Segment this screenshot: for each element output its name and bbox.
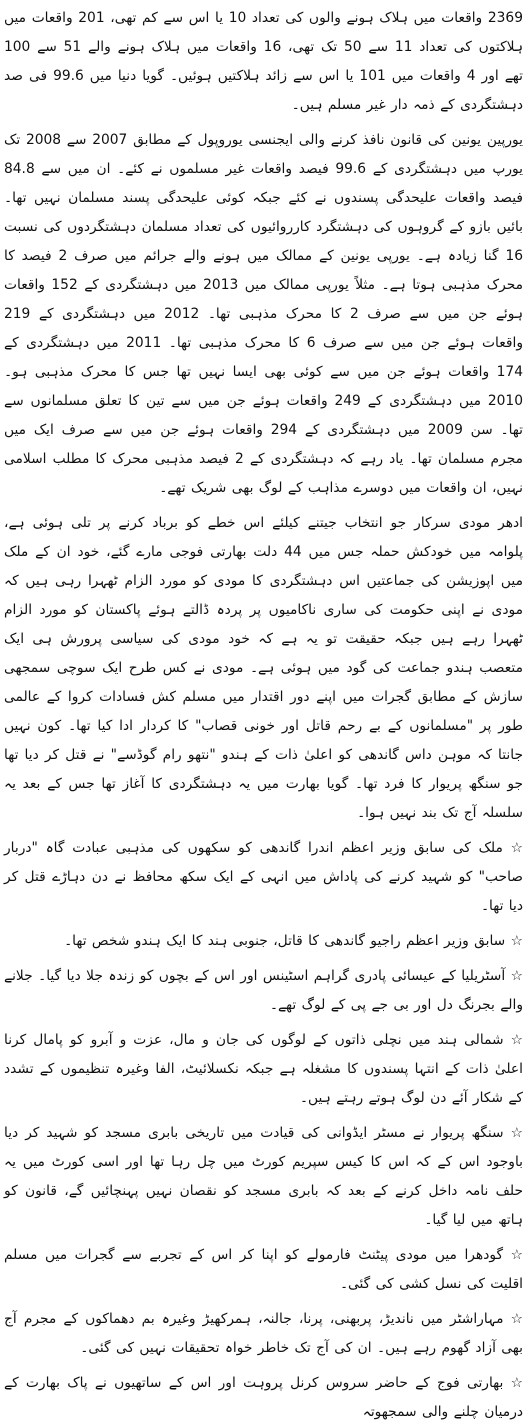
bullet-godhra: ☆ گودھرا میں مودی پیٹنٹ فارمولے کو اپنا کر اس کے تجربے سے گجرات میں مسلم اقلیت کی نسل کشی کی گئی۔	[4, 1247, 523, 1292]
paragraph-europol-report: یورپین یونین کی قانون نافذ کرنے والی ایجنسی یوروپول کے مطابق 2007 سے 2008 تک یورپ میں دہشتگردی کے 99.6 فیصد واقعات غیر مسلموں نے کئے۔ ان میں سے 84.8 فیصد واقعات علیحدگی پسندوں نے کئے جبکہ کوئی علیحدگی پسند مسلمان نہیں تھا۔ بائیں بازو کے گروہوں کی دہشتگرد کارروائیوں کی تعداد مسلمان دہشتگردوں کی نسبت 16 گنا زیادہ ہے۔ یورپی یونین کے ممالک میں ہونے والے جرائم میں صرف 2 فیصد کا محرک مذہبی ہوتا ہے۔ مثلاً یورپی ممالک میں 2013 میں دہشتگردی کے 152 واقعات ہوئے جن میں سے صرف 2 کا محرک مذہبی تھا۔ 2012 میں دہشتگردی کے 219 واقعات ہوئے جن میں سے صرف 6 کا محرک مذہبی تھا۔ 2011 میں دہشتگردی کے 174 واقعات ہوئے جن میں سے کوئی بھی ایسا نہیں تھا جس کا محرک مذہبی ہو۔ 2010 میں دہشتگردی کے 249 واقعات ہوئے جن میں سے تین کا تعلق مسلمانوں سے تھا۔ سن 2009 میں دہشتگردی کے 294 واقعات ہوئے جن میں سے صرف ایک میں مجرم مسلمان تھا۔ یاد رہے کہ دہشتگردی کے 2 فیصد مذہبی محرک کا مطلب اسلامی نہیں، ان واقعات میں دوسرے مذاہب کے لوگ بھی شریک تھے۔	[4, 132, 524, 496]
paragraph-modi-government: ادھر مودی سرکار جو انتخاب جیتنے کیلئے اس خطے کو برباد کرنے پر تلی ہوئی ہے، پلوامہ میں خودکش حملہ جس میں 44 دلت بھارتی فوجی مارے گئے، خود ان کے ملک میں اپوزیشن کی جماعتیں اس دہشتگردی کا مودی کو مورد الزام ٹھہرا رہی ہیں کہ مودی نے اپنی حکومت کی ساری ناکامیوں پر پردہ ڈالتے ہوئے پاکستان کو مورد الزام ٹھہرا رہے ہیں جبکہ حقیقت تو یہ ہے کہ خود مودی کی سیاسی پرورش ہی ایک متعصب ہندو جماعت کی گود میں ہوئی ہے۔ مودی نے کس طرح ایک سوچی سمجھی سازش کے مطابق گجرات میں اپنے دور اقتدار میں مسلم کش فسادات کروا کے عالمی طور پر "مسلمانوں کے بے رحم قاتل اور خونی قصاب" کا کردار ادا کیا تھا۔ کون نہیں جانتا کہ موہن داس گاندھی کو اعلیٰ ذات کے ہندو "نتھو رام گوڈسے" نے قتل کر دیا تھا جو سنگھ پریوار کا فرد تھا۔ گویا بھارت میں یہ دہشتگردی کا آغاز تھا جس کے بعد یہ سلسلہ آج تک بند نہیں ہوا۔	[4, 515, 523, 821]
bullet-colonel-purohit: ☆ بھارتی فوج کے حاضر سروس کرنل پروہت اور اس کے ساتھیوں نے پاک بھارت کے درمیان چلنے والی سمجھوتہ	[4, 1375, 523, 1420]
paragraph-statistics-summary: 2369 واقعات میں ہلاک ہونے والوں کی تعداد 10 یا اس سے کم تھی، 201 واقعات میں ہلاکتوں کی تعداد 11 سے 50 تک تھی، 16 واقعات میں ہلاک ہونے والے 51 سے 100 تھے اور 4 واقعات میں 101 یا اس سے زائد ہلاکتیں ہوئیں۔ گویا دنیا میں 99.6 فی صد دہشتگردی کے ذمہ دار غیر مسلم ہیں۔	[4, 10, 523, 113]
bullet-graham-staines: ☆ آسٹریلیا کے عیسائی پادری گراہم اسٹینس اور اس کے بچوں کو زندہ جلا دیا گیا۔ جلانے والے بجرنگ دل اور بی جے پی کے لوگ تھے۔	[4, 968, 523, 1013]
bullet-indira-gandhi: ☆ ملک کی سابق وزیر اعظم اندرا گاندھی کو سکھوں کی مذہبی عبادت گاہ "دربار صاحب" کو شہید کرنے کی پاداش میں انہی کے ایک سکھ محافظ نے دن دہاڑے قتل کر دیا تھا۔	[4, 840, 523, 914]
bullet-lower-castes: ☆ شمالی ہند میں نچلی ذاتوں کے لوگوں کی جان و مال، عزت و آبرو کو پامال کرنا اعلیٰ ذات کے انتہا پسندوں کا مشغلہ ہے جبکہ نکسلائیٹ، الفا وغیرہ تنظیموں کے تشدد کے شکار آئے دن لوگ ہوتے رہتے ہیں۔	[4, 1032, 523, 1106]
bullet-rajiv-gandhi: ☆ سابق وزیر اعظم راجیو گاندھی کا قاتل، جنوبی ہند کا ایک ہندو شخص تھا۔	[64, 933, 523, 949]
bullet-babri-masjid: ☆ سنگھ پریوار نے مسٹر ایڈوانی کی قیادت میں تاریخی بابری مسجد کو شہید کر دیا باوجود اس کے کہ اس کا کیس سپریم کورٹ میں چل رہا تھا اور اسی کورٹ میں یہ حلف نامہ داخل کرنے کے بعد کہ بابری مسجد کو نقصان نہیں پہنچائیں گے، قانون کو ہاتھ میں لیا گیا۔	[4, 1125, 523, 1228]
bullet-maharashtra-blasts: ☆ مہاراشٹر میں ناندیڑ، پربھنی، پرنا، جالنہ، ہمرکھیڑ وغیرہ بم دھماکوں کے مجرم آج بھی آزاد گھوم رہے ہیں۔ ان کی آج تک خاطر خواہ تحقیقات نہیں کی گئی۔	[4, 1311, 523, 1356]
